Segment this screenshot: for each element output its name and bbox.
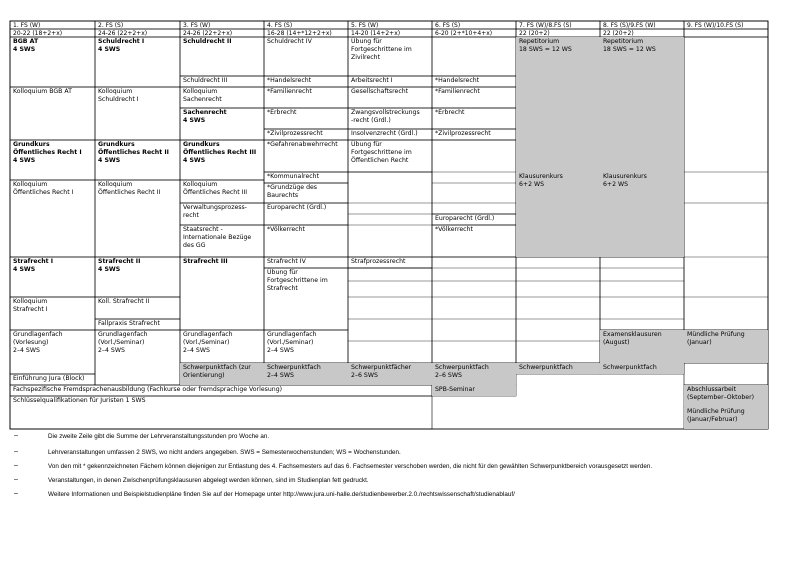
cell-c4-grundlagen: Grundlagenfach (Vorl./Seminar) 2–4 SWS — [267, 331, 317, 355]
cell-c4-uebung-straf: Übung für Fortgeschrittene im Strafrecht — [267, 269, 328, 293]
cell-c6-erbrecht: *Erbrecht — [435, 109, 465, 116]
cell-c5-blank2 — [348, 268, 432, 363]
cell-c3-straf3: Strafrecht III — [183, 258, 228, 265]
cell-c9-muendlich1: Mündliche Prüfung (Januar) — [684, 330, 768, 363]
cell-c1-koll-bgb: Kolloquium BGB AT — [13, 88, 72, 95]
cell-c8-repetitorium: Repetitorium 18 SWS = 12 WS — [600, 37, 684, 172]
cell-c2-grund-oer: Grundkurs Öffentliches Recht II 4 SWS — [98, 141, 169, 165]
cell-c5-gesellschaft: Gesellschaftsrecht — [351, 88, 409, 95]
cell-c1-einfuehrung: Einführung Jura (Block) — [13, 375, 85, 382]
cell-c1-koll-oer: Kolloquium Öffentliches Recht I — [13, 181, 74, 197]
cell-c4-handel: *Handelsrecht — [267, 77, 312, 84]
cell-c2-schuld: Schuldrecht I 4 SWS — [98, 38, 145, 54]
cell-c9-blank — [684, 37, 768, 330]
cell-c4-voelker: *Völkerrecht — [267, 226, 305, 233]
cell-c5-schwerpunkt: Schwerpunktfächer 2–6 SWS — [348, 363, 432, 385]
cell-c3-grund-oer: Grundkurs Öffentliches Recht III 4 SWS — [183, 141, 257, 165]
cell-c2-grundlagen: Grundlagenfach (Vorl./Seminar) 2–4 SWS — [98, 331, 148, 355]
cell-c2-straf: Strafrecht II 4 SWS — [98, 258, 141, 274]
cell-c9-abschluss: Abschlussarbeit (September–Oktober) — [684, 385, 768, 407]
note-text: Die zweite Zeile gibt die Summe der Lehrveranstaltungsstunden pro Woche an. — [48, 433, 270, 440]
cell-c9-muendlich2: Mündliche Prüfung (Januar/Februar) — [684, 407, 768, 429]
header-hours-7: 22 (20+2) — [519, 29, 550, 37]
cell-c8-schwerpunkt: Schwerpunktfach — [600, 363, 684, 374]
note-text: Veranstaltungen, in denen Zwischenprüfungsklausuren abgelegt werden können, sind im Studienplan fett gedruckt. — [48, 477, 369, 484]
cell-c6-voelker: *Völkerrecht — [435, 226, 473, 233]
note-bullet: – — [14, 476, 18, 483]
cell-c4-kommunal: *Kommunalrecht — [267, 173, 320, 180]
header-hours-3: 24-26 (22+2+x) — [183, 29, 233, 37]
cell-c1-grund-oer: Grundkurs Öffentliches Recht I 4 SWS — [13, 141, 82, 165]
header-semester-9: 9. FS (W)/10.FS (S) — [687, 21, 744, 29]
cell-c6-blank3 — [432, 257, 516, 363]
cell-c7-schwerpunkt: Schwerpunktfach — [516, 363, 600, 374]
cell-c6-europa: Europarecht (Grdl.) — [435, 215, 495, 222]
cell-c6-blank1 — [432, 37, 516, 76]
cell-c5-zwangs: Zwangsvollstreckungs -recht (Grdl.) — [351, 109, 420, 125]
cell-c4-baurecht: *Grundzüge des Baurechts — [267, 184, 318, 200]
cell-c6-schwerpunkt: Schwerpunktfach 2–6 SWS — [432, 363, 516, 385]
cell-c9-blank2 — [684, 363, 768, 385]
cell-c6-familien: *Familienrecht — [435, 88, 480, 95]
cell-c7-blank — [516, 257, 600, 363]
cell-c2-koll-straf: Koll. Strafrecht II — [98, 298, 150, 305]
cell-c4-schwerpunkt: Schwerpunktfach 2–4 SWS — [264, 363, 348, 385]
cell-c3-koll-sachen: Kolloquium Sachenrecht — [183, 88, 222, 104]
cell-c5-uebung-oer: Übung für Fortgeschrittene im Öffentlichen Recht — [351, 141, 412, 165]
header-semester-4: 4. FS (S) — [267, 21, 293, 29]
header-semester-6: 6. FS (S) — [435, 21, 461, 29]
cell-c2-koll-oer: Kolloquium Öffentliches Recht II — [98, 181, 161, 197]
cell-c4-familien: *Familienrecht — [267, 88, 312, 95]
header-semester-8: 8. FS (S)/9.FS (W) — [603, 21, 656, 29]
cell-c6-blank2 — [432, 140, 516, 214]
cell-c5-blank1 — [348, 172, 432, 257]
header-hours-4: 16-28 (14+*12+2+x) — [267, 29, 332, 37]
cell-c1-straf: Strafrecht I 4 SWS — [13, 258, 54, 274]
cell-c5-strafprozess: Strafprozessrecht — [351, 258, 406, 265]
cell-c8-examen: Examensklausuren (August) — [600, 330, 684, 363]
header-semester-3: 3. FS (W) — [183, 21, 211, 29]
cell-c5-insolvenz: Insolvenzrecht (Grdl.) — [351, 130, 418, 137]
header-semester-5: 5. FS (W) — [351, 21, 379, 29]
cell-c3-verwaltung: Verwaltungsprozess- recht — [183, 204, 247, 220]
cell-c3-schuld3: Schuldrecht III — [183, 77, 228, 84]
header-hours-9 — [684, 29, 768, 37]
cell-c4-erbrecht: *Erbrecht — [267, 109, 297, 116]
cell-c3-schwerpunkt: Schwerpunktfach (zur Orientierung) — [180, 363, 264, 385]
header-semester-7: 7. FS (W)/8.FS (S) — [519, 21, 572, 29]
header-hours-1: 20-22 (18+2+x) — [13, 29, 63, 37]
cell-c6-spb: SPB-Seminar — [432, 385, 516, 396]
cell-c5-arbeit: Arbeitsrecht I — [351, 77, 393, 84]
note-text: Lehrveranstaltungen umfassen 2 SWS, wo nicht anders angegeben. SWS = Semesterwochenstunden; WS = Wochenstunden. — [48, 449, 401, 456]
note-text: Von den mit * gekennzeichneten Fächern können diejenigen zur Entlastung des 4. Fachsemesters auf das 6. Fachsemester verschoben werden, die nicht für den gewählten Schwerpunktbereich vorausgesetzt werden. — [48, 463, 653, 470]
cell-c5-uebung-zivil: Übung für Fortgeschrittene im Zivilrecht — [351, 38, 412, 62]
cell-c4-schuld4: Schuldrecht IV — [267, 38, 312, 45]
cell-c4-straf4: Strafrecht IV — [267, 258, 306, 265]
header-hours-8: 22 (20+2) — [603, 29, 634, 37]
cell-fremdsprachen: Fachspezifische Fremdsprachenausbildung (Fachkurse oder fremdsprachige Vorlesung) — [13, 386, 283, 393]
cell-c4-gefahren: *Gefahrenabwehrrecht — [267, 141, 338, 148]
cell-c1-bgb: BGB AT 4 SWS — [13, 38, 39, 54]
cell-c1-grundlagen: Grundlagenfach (Vorlesung) 2–4 SWS — [13, 331, 63, 355]
cell-c6-zivilprozess: *Zivilprozessrecht — [435, 130, 491, 137]
cell-c3-sachen: Sachenrecht 4 SWS — [183, 109, 227, 125]
note-text: Weitere Informationen und Beispielstudienpläne finden Sie auf der Homepage unter http://www.jura.uni-halle.de/studienbewerber.2.0./rechtswissenschaft/studienablauf/ — [48, 491, 515, 498]
header-hours-5: 14-20 (14+2+x) — [351, 29, 401, 37]
cell-c8-klausuren: Klausurenkurs 6+2 WS — [600, 172, 684, 257]
note-bullet: – — [14, 462, 18, 469]
cell-c6-handel: *Handelsrecht — [435, 77, 480, 84]
header-hours-6: 6-20 (2+*10+4+x) — [435, 29, 493, 37]
note-bullet: – — [14, 448, 18, 455]
cell-c3-koll-oer: Kolloquium Öffentliches Recht III — [183, 181, 248, 197]
cell-c8-blank — [600, 257, 684, 330]
note-bullet: – — [14, 432, 18, 439]
cell-c7-klausuren: Klausurenkurs 6+2 WS — [516, 172, 600, 257]
header-semester-1: 1. FS (W) — [13, 21, 41, 29]
cell-c2-koll-schuld: Kolloquium Schuldrecht I — [98, 88, 139, 104]
cell-c3-grundlagen: Grundlagenfach (Vorl./Seminar) 2–4 SWS — [183, 331, 233, 355]
cell-c2-fallpraxis: Fallpraxis Strafrecht — [98, 320, 160, 327]
cell-c4-europa: Europarecht (Grdl.) — [267, 204, 327, 211]
cell-schluessel: Schlüsselqualifikationen für Juristen 1 SWS — [13, 397, 146, 404]
header-hours-2: 24-26 (22+2+x) — [98, 29, 148, 37]
cell-c3-staatsrecht: Staatsrecht - Internationale Bezüge des GG — [183, 226, 252, 250]
note-bullet: – — [14, 490, 18, 497]
cell-c4-zivilprozess: *Zivilprozessrecht — [267, 130, 323, 137]
cell-c3-schuld2: Schuldrecht II — [183, 38, 232, 45]
cell-c7-repetitorium: Repetitorium 18 SWS = 12 WS — [516, 37, 600, 172]
cell-c1-koll-straf: Kolloquium Strafrecht I — [13, 298, 48, 314]
header-semester-2: 2. FS (S) — [98, 21, 124, 29]
